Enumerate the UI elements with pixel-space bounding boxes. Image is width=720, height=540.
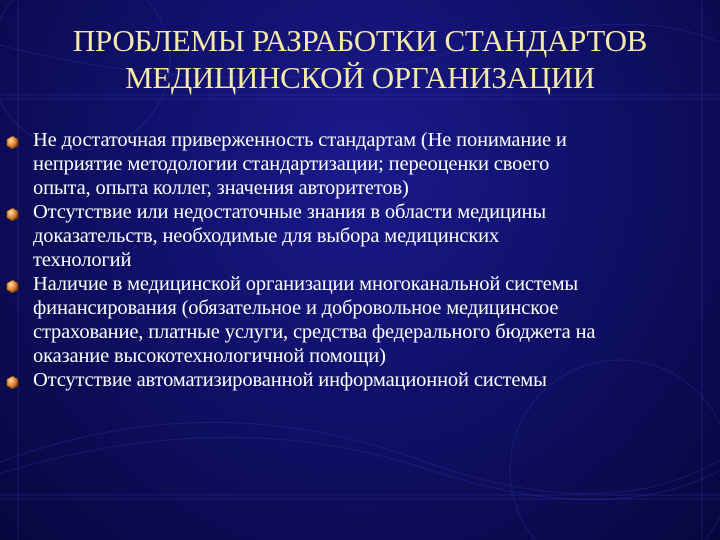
bullet-item-3-line-2: финансирования (обязательное и добровольное медицинское <box>33 297 559 319</box>
bullet-item-3-line-3: страхование, платные услуги, средства федерального бюджета на <box>33 321 596 343</box>
slide-title <box>20 22 700 96</box>
slide-title-line-1: ПРОБЛЕМЫ РАЗРАБОТКИ СТАНДАРТОВ <box>72 23 648 58</box>
bullet-item-1-line-3: опыта, опыта коллег, значения авторитетов) <box>33 177 409 199</box>
bullet-item-2-line-1: Отсутствие или недостаточные знания в области медицины <box>33 201 546 223</box>
slide-title-line-2: МЕДИЦИНСКОЙ ОРГАНИЗАЦИИ <box>125 60 595 95</box>
bullet-item-1-line-2: неприятие методологии стандартизации; переоценки своего <box>33 153 550 175</box>
bullet-bead-icon <box>5 375 20 390</box>
bullet-item-2 <box>0 200 713 272</box>
bullet-item-2-line-2: доказательств, необходимые для выбора медицинских <box>33 225 500 247</box>
bullet-item-1 <box>0 128 713 200</box>
bullet-item-2-line-3: технологий <box>33 249 132 271</box>
bullet-item-1-line-1: Не достаточная приверженность стандартам (Не понимание и <box>33 129 567 151</box>
bullet-bead-icon <box>5 279 20 294</box>
bullet-item-3-line-1: Наличие в медицинской организации многоканальной системы <box>33 273 579 295</box>
bullet-list <box>0 128 720 392</box>
bullet-item-3-line-4: оказание высокотехнологичной помощи) <box>33 345 386 367</box>
bullet-item-4 <box>0 368 713 392</box>
bullet-item-3 <box>0 272 713 368</box>
bullet-bead-icon <box>5 207 20 222</box>
bullet-item-4-line-1: Отсутствие автоматизированной информационной системы <box>33 369 547 391</box>
bullet-bead-icon <box>5 135 20 150</box>
